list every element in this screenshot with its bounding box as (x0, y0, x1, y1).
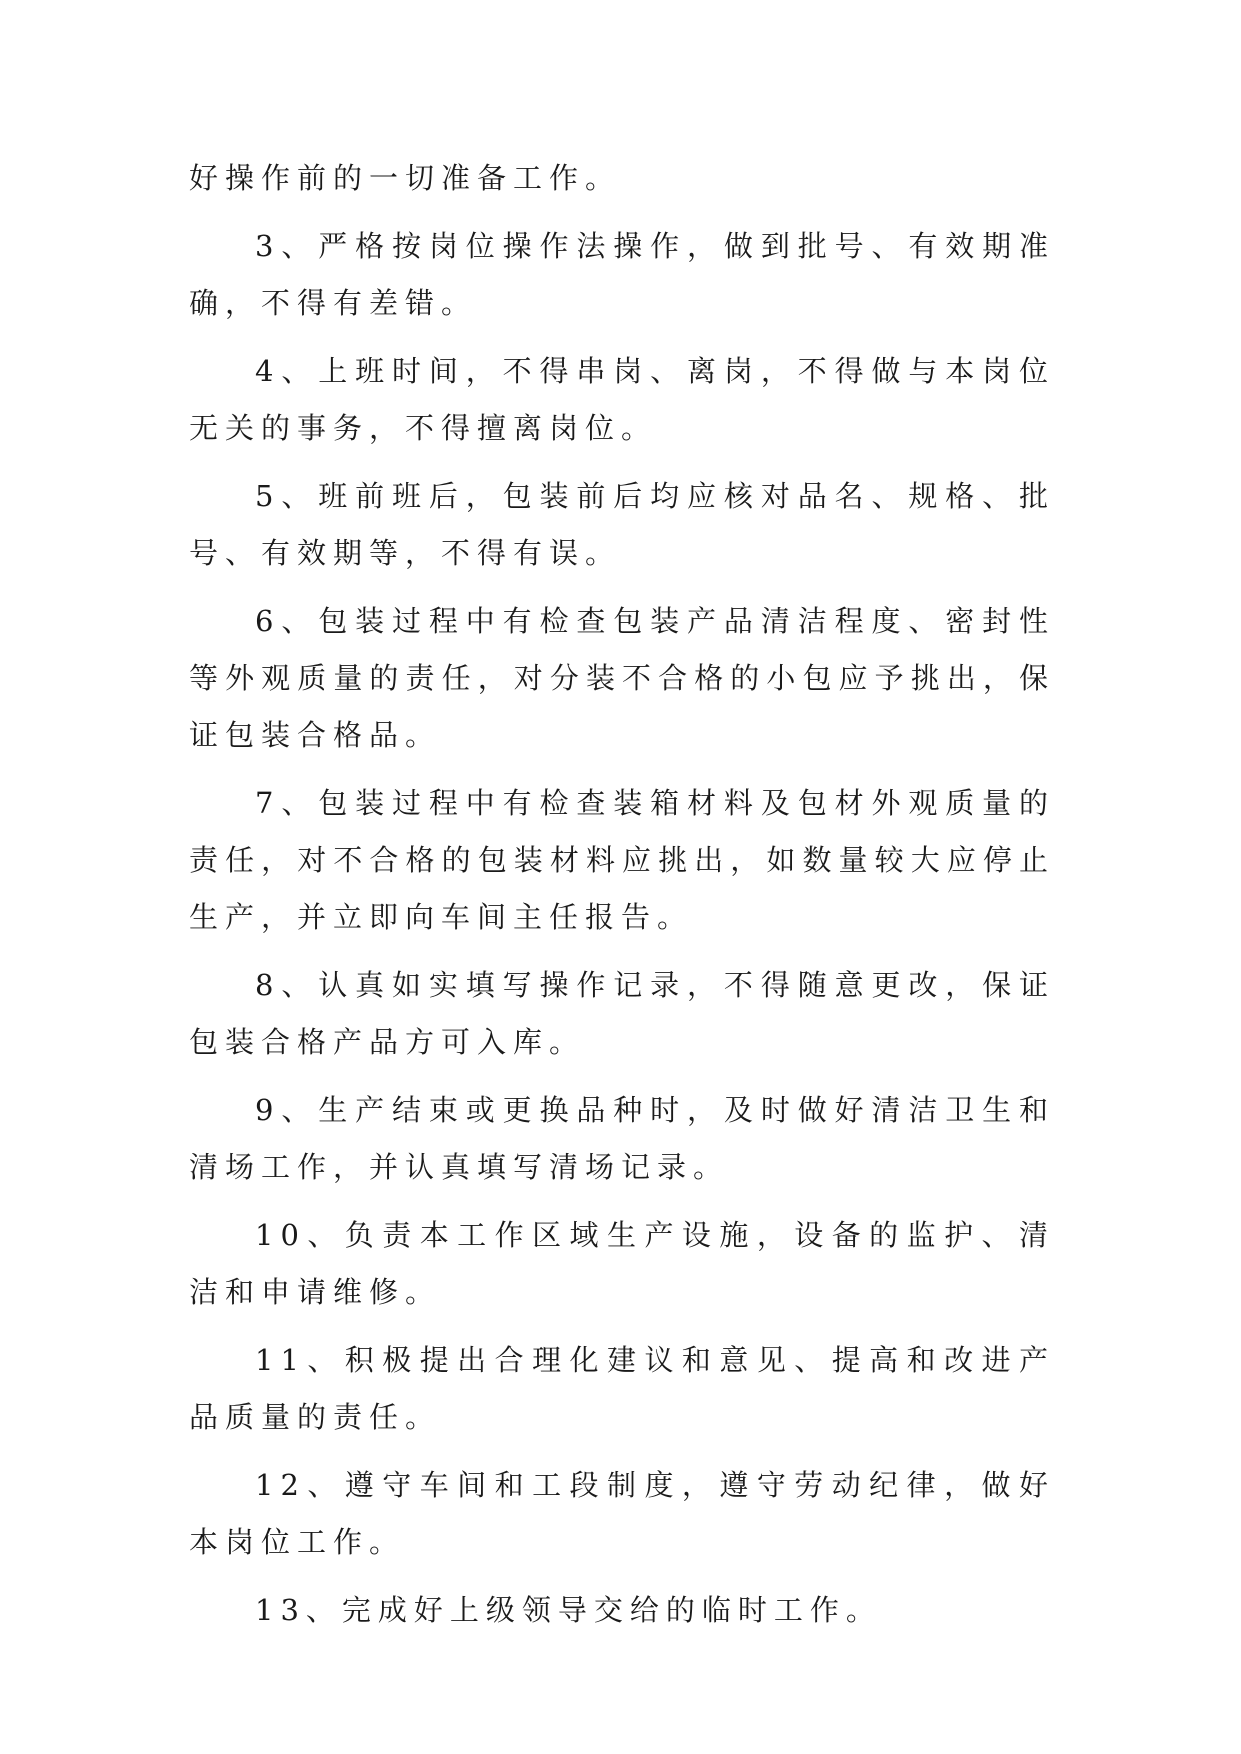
list-item-4: 4、上班时间，不得串岗、离岗，不得做与本岗位无关的事务，不得擅离岗位。 (189, 354, 1055, 445)
list-item-12: 12、遵守车间和工段制度，遵守劳动纪律，做好本岗位工作。 (189, 1468, 1055, 1559)
list-item-10: 10、负责本工作区域生产设施，设备的监护、清洁和申请维修。 (189, 1218, 1055, 1309)
list-item-9: 9、生产结束或更换品种时，及时做好清洁卫生和清场工作，并认真填写清场记录。 (189, 1093, 1055, 1184)
list-item-8: 8、认真如实填写操作记录，不得随意更改，保证包装合格产品方可入库。 (189, 968, 1055, 1059)
list-item-11: 11、积极提出合理化建议和意见、提高和改进产品质量的责任。 (189, 1343, 1055, 1434)
list-item-3: 3、严格按岗位操作法操作，做到批号、有效期准确，不得有差错。 (189, 229, 1055, 320)
list-item-5: 5、班前班后，包装前后均应核对品名、规格、批号、有效期等，不得有误。 (189, 479, 1055, 570)
document-page (189, 150, 1055, 1650)
paragraph-continuation: 好操作前的一切准备工作。 (189, 161, 622, 195)
list-item-13: 13、完成好上级领导交给的临时工作。 (255, 1593, 882, 1627)
list-item-7: 7、包装过程中有检查装箱材料及包材外观质量的责任，对不合格的包装材料应挑出，如数量较大应停止生产，并立即向车间主任报告。 (189, 786, 1055, 934)
list-item-6: 6、包装过程中有检查包装产品清洁程度、密封性等外观质量的责任，对分装不合格的小包应予挑出，保证包装合格品。 (189, 604, 1055, 752)
